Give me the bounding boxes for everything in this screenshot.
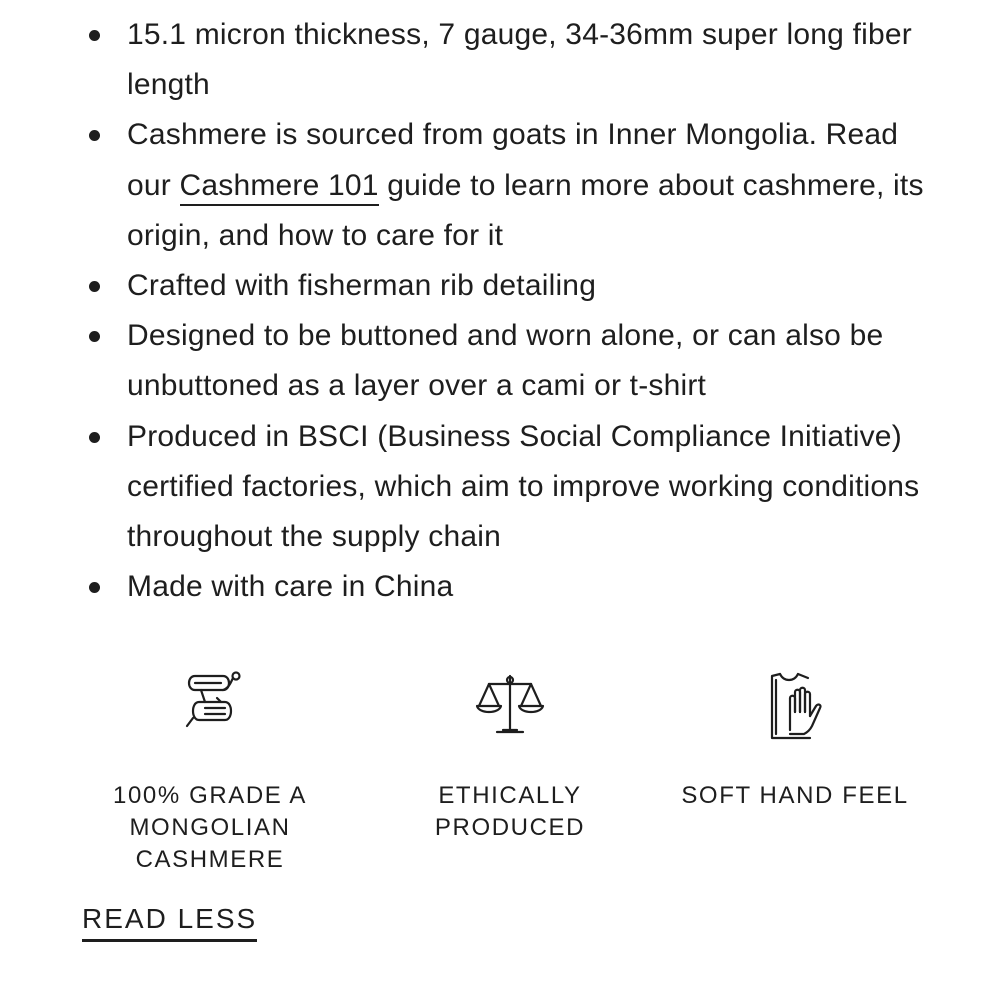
bullet-dot — [89, 582, 100, 593]
list-item — [80, 311, 950, 411]
bullet-dot — [89, 281, 100, 292]
read-less-button[interactable]: READ LESS — [82, 903, 257, 942]
yarn-skein-icon — [165, 660, 255, 750]
hand-on-garment-icon — [750, 660, 840, 750]
feature-label: 100% GRADE A MONGOLIAN CASHMERE — [113, 782, 307, 873]
feature-ethical — [390, 660, 630, 844]
feature-cashmere — [90, 660, 330, 876]
product-details-list — [80, 10, 950, 612]
list-item — [80, 10, 950, 110]
detail-text: guide to learn more about cashmere, its origin, and how to care for it — [127, 168, 924, 252]
bullet-dot — [89, 130, 100, 141]
bullet-dot — [89, 331, 100, 342]
list-item — [80, 110, 950, 261]
feature-label: SOFT HAND FEEL — [681, 782, 909, 809]
detail-text: Crafted with fisherman rib detailing — [127, 269, 597, 303]
feature-label: ETHICALLY PRODUCED — [434, 782, 586, 841]
detail-text: Designed to be buttoned and worn alone, or can also be unbuttoned as a layer over a cami or t-shirt — [127, 319, 884, 403]
detail-text: Made with care in China — [127, 570, 454, 604]
cashmere-101-link[interactable]: Cashmere 101 — [180, 169, 379, 206]
detail-text: 15.1 micron thickness, 7 gauge, 34-36mm super long fiber length — [127, 18, 912, 102]
list-item — [80, 261, 950, 311]
detail-text: Produced in BSCI (Business Social Compliance Initiative) certified factories, which aim to improve working conditions throughout the supply chain — [127, 419, 920, 554]
feature-soft-feel — [675, 660, 915, 812]
bullet-dot — [89, 30, 100, 41]
bullet-dot — [89, 432, 100, 443]
list-item — [80, 412, 950, 563]
list-item — [80, 562, 950, 612]
detail-text: Cashmere is sourced from goats in Inner Mongolia. Read our — [127, 118, 899, 202]
balance-scale-icon — [465, 660, 555, 750]
feature-highlights — [90, 660, 940, 890]
